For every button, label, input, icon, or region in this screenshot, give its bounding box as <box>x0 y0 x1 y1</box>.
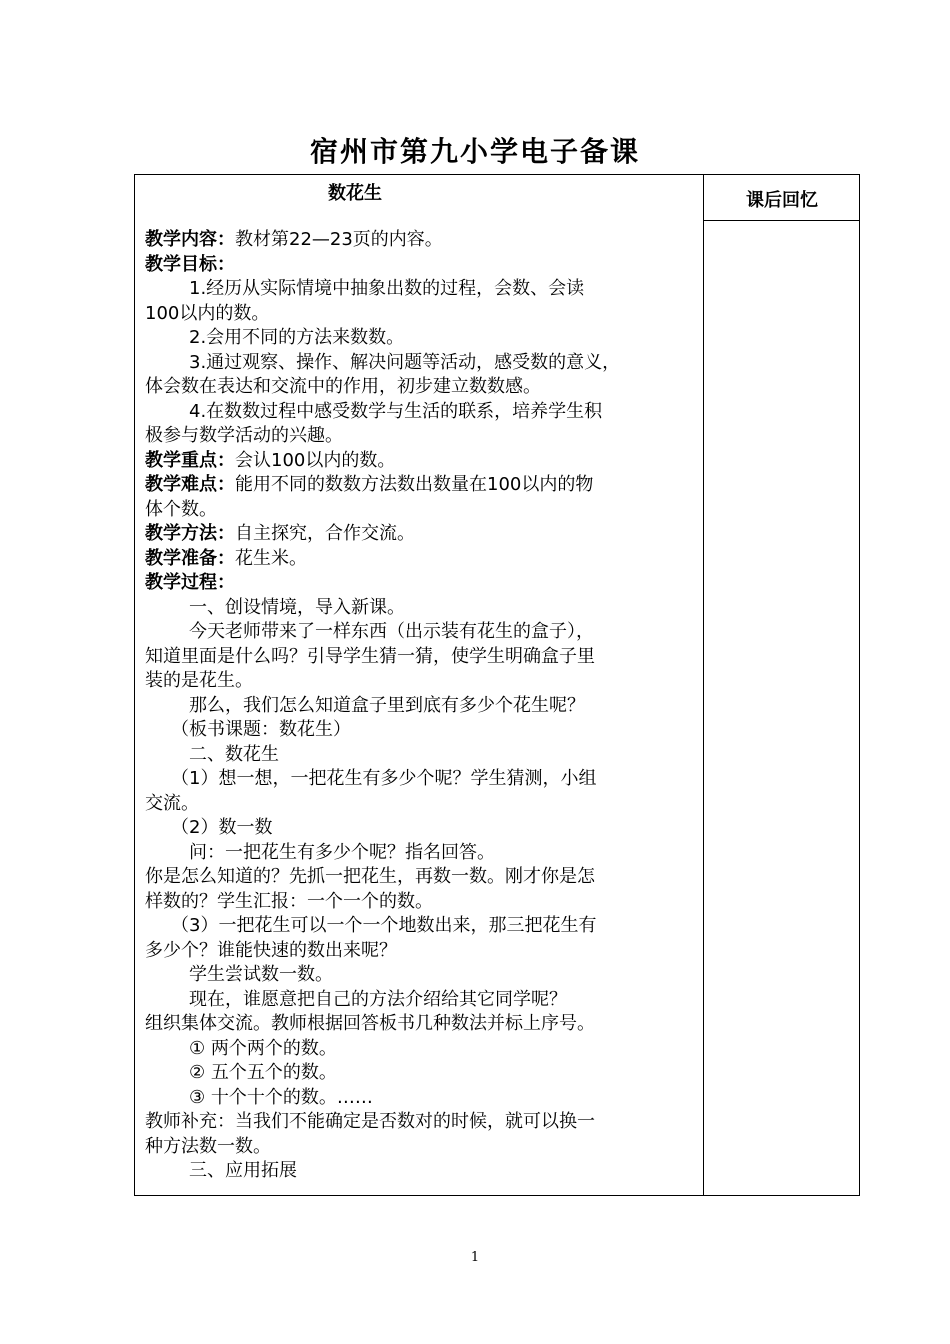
content-line: 交流。 <box>145 792 199 814</box>
content-line: （1）想一想，一把花生有多少个呢？学生猜测，小组 <box>171 768 597 789</box>
content-line: 你是怎么知道的？先抓一把花生，再数一数。刚才你是怎 <box>145 866 595 887</box>
lesson-table <box>134 174 860 1196</box>
recall-header: 课后回忆 <box>746 190 818 211</box>
content-line: 教学内容：教材第22—23页的内容。 <box>145 229 443 250</box>
content-line: ① 两个两个的数。 <box>189 1037 337 1059</box>
content-line: 种方法数一数。 <box>145 1135 271 1157</box>
content-line: 三、应用拓展 <box>189 1160 297 1181</box>
content-line: （2）数一数 <box>171 817 273 838</box>
content-line: 2.会用不同的方法来数数。 <box>189 327 405 348</box>
content-line: 装的是花生。 <box>145 670 253 691</box>
page-title: 宿州市第九小学电子备课 <box>309 135 640 168</box>
content-line: 教学重点：会认100以内的数。 <box>145 449 396 471</box>
content-line: 4.在数数过程中感受数学与生活的联系，培养学生积 <box>189 400 603 422</box>
content-line: 3.通过观察、操作、解决问题等活动，感受数的意义， <box>189 351 621 373</box>
content-line: 体个数。 <box>145 498 217 520</box>
content-line: （板书课题：数花生） <box>171 719 351 740</box>
lesson-content <box>145 228 699 1184</box>
content-line: 学生尝试数一数。 <box>189 964 333 985</box>
content-line: 那么，我们怎么知道盒子里到底有多少个花生呢？ <box>189 694 585 716</box>
content-line: 二、数花生 <box>189 743 279 765</box>
lesson-title: 数花生 <box>328 183 382 204</box>
header-divider <box>703 220 860 221</box>
content-line: （3）一把花生可以一个一个地数出来，那三把花生有 <box>171 915 597 936</box>
content-line: ② 五个五个的数。 <box>189 1062 337 1083</box>
content-line: 组织集体交流。教师根据回答板书几种数法并标上序号。 <box>145 1013 595 1034</box>
column-divider <box>703 175 704 1195</box>
content-line: 今天老师带来了一样东西（出示装有花生的盒子）， <box>189 621 594 642</box>
content-line: 教师补充：当我们不能确定是否数对的时候，就可以换一 <box>145 1111 595 1132</box>
content-line: 多少个？谁能快速的数出来呢？ <box>145 939 397 961</box>
content-line: 教学难点：能用不同的数数方法数出数量在100以内的物 <box>145 474 594 495</box>
content-line: 教学过程： <box>145 572 235 593</box>
content-line: 1.经历从实际情境中抽象出数的过程，会数、会读 <box>189 278 585 299</box>
content-line: 体会数在表达和交流中的作用，初步建立数数感。 <box>145 376 541 397</box>
content-line: 100以内的数。 <box>145 302 270 324</box>
content-line: 一、创设情境，导入新课。 <box>189 596 405 618</box>
content-line: 现在，谁愿意把自己的方法介绍给其它同学呢？ <box>189 988 567 1010</box>
content-line: 教学方法：自主探究，合作交流。 <box>145 523 415 544</box>
content-line: 极参与数学活动的兴趣。 <box>145 425 343 446</box>
content-line: 样数的？学生汇报：一个一个的数。 <box>145 890 433 912</box>
content-line: 问：一把花生有多少个呢？指名回答。 <box>189 841 495 863</box>
content-line: 教学准备：花生米。 <box>145 547 307 569</box>
page-number: 1 <box>470 1250 480 1265</box>
content-line: 教学目标： <box>145 253 235 275</box>
content-line: 知道里面是什么吗？引导学生猜一猜，使学生明确盒子里 <box>145 645 595 667</box>
content-line: ③ 十个十个的数。…… <box>189 1086 373 1108</box>
